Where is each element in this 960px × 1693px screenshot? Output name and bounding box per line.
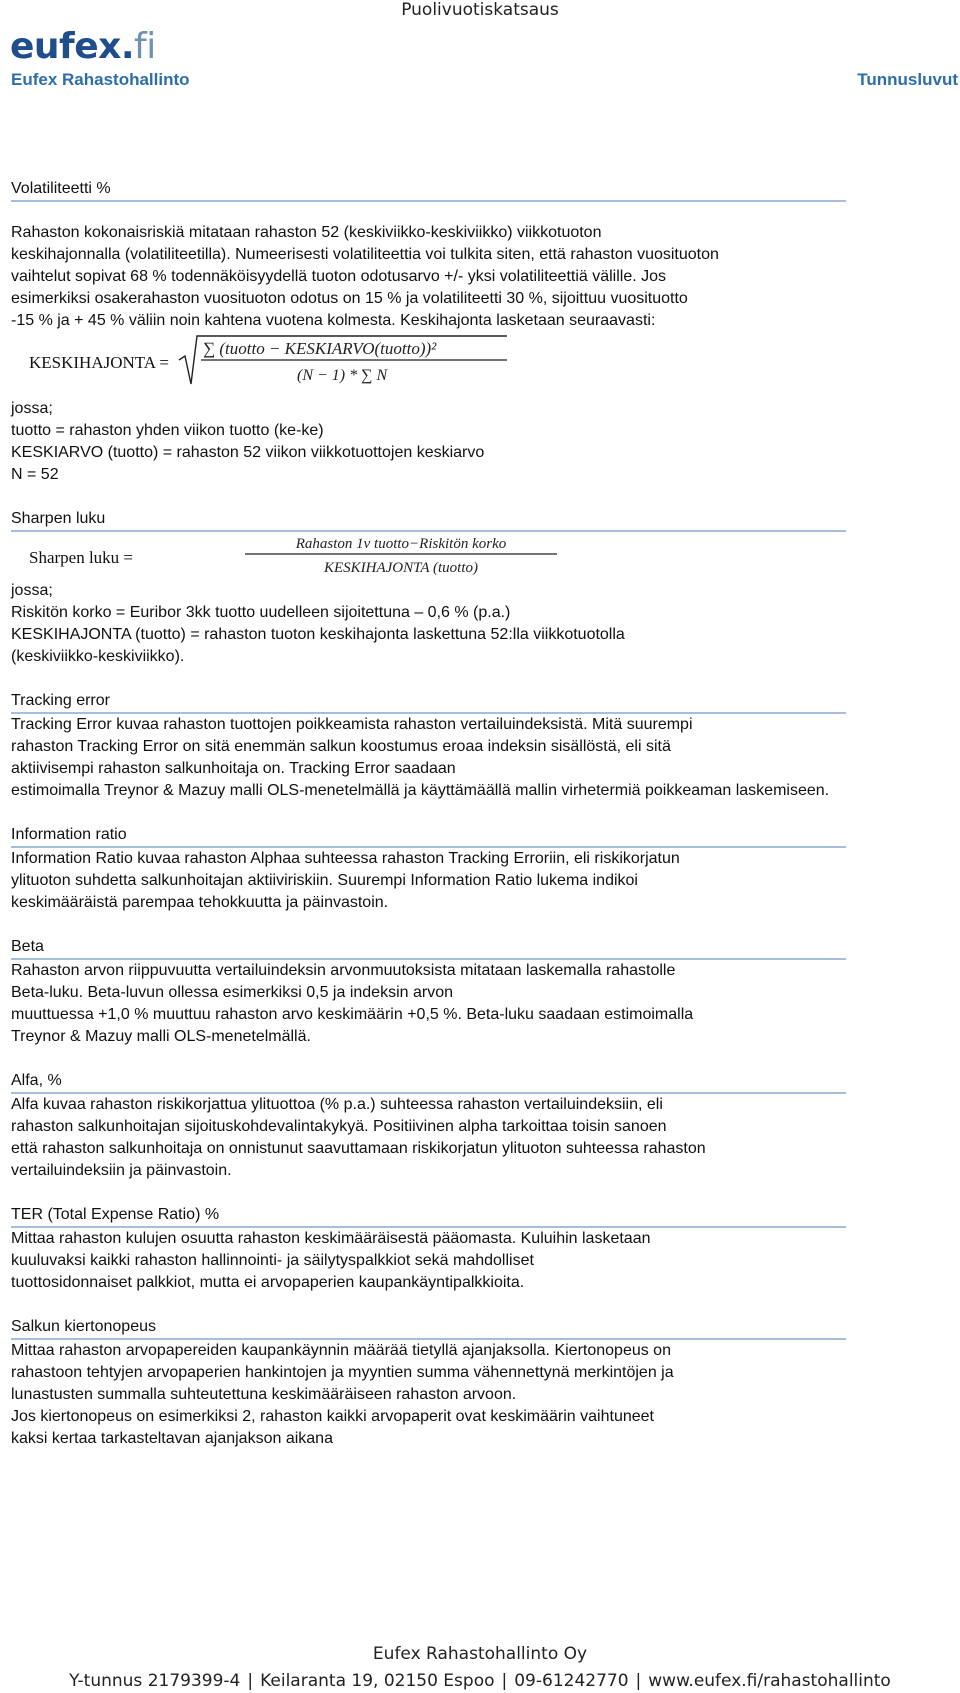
svg-text:(N − 1) * ∑ N: (N − 1) * ∑ N [297, 367, 388, 384]
paragraph-line: esimerkiksi osakerahaston vuosituoton odotus on 15 % ja volatiliteetti 30 %, sijoittuu vuosituotto [11, 290, 688, 307]
section-title-volatility: Volatiliteetti % [11, 178, 846, 202]
paragraph-line: kuuluvaksi kaikki rahaston hallinnointi- ja säilytyspalkkiot sekä mahdolliset [11, 1252, 534, 1269]
paragraph-line: Mittaa rahaston arvopapereiden kaupankäynnin määrää tietyllä ajanjaksolla. Kiertonopeus on [11, 1342, 671, 1359]
paragraph-line: Riskitön korko = Euribor 3kk tuotto uudelleen sijoitettuna – 0,6 % (p.a.) [11, 604, 511, 621]
paragraph-line: KESKIHAJONTA (tuotto) = rahaston tuoton keskihajonta laskettuna 52:lla viikkotuotolla [11, 626, 625, 643]
paragraph-line: aktiivisempi rahaston salkunhoitaja on. Tracking Error saadaan [11, 760, 456, 777]
footer-address: Keilaranta 19, 02150 Espoo [260, 1671, 495, 1691]
paragraph-line: (keskiviikko-keskiviikko). [11, 648, 185, 665]
footer-ytunnus: Y-tunnus 2179399-4 [69, 1671, 241, 1691]
std-deviation-formula [11, 332, 951, 398]
paragraph-line: Treynor & Mazuy malli OLS-menetelmällä. [11, 1028, 311, 1045]
section-title-ter: TER (Total Expense Ratio) % [11, 1204, 846, 1228]
definition-line: jossa; [11, 400, 53, 417]
definition-line: N = 52 [11, 466, 59, 483]
formula-label: Sharpen luku = [29, 548, 134, 567]
document-title: Puolivuotiskatsaus [401, 0, 559, 20]
svg-text:∑ (tuotto − KESKIARVO(tuotto)): ∑ (tuotto − KESKIARVO(tuotto))² [203, 339, 437, 358]
footer-website-link[interactable]: www.eufex.fi/rahastohallinto [648, 1671, 891, 1691]
footer-contact: Y-tunnus 2179399-4 | Keilaranta 19, 02150 Espoo | 09-61242770 | www.eufex.fi/rahastohallinto [69, 1671, 891, 1691]
paragraph-line: vertailuindeksiin ja päinvastoin. [11, 1162, 232, 1179]
paragraph-line: ylituoton suhdetta salkunhoitajan aktiiviriskiin. Suurempi Information Ratio lukema indikoi [11, 872, 638, 889]
paragraph-line: keskimääräistä parempaa tehokkuutta ja päinvastoin. [11, 894, 389, 911]
paragraph-line: keskihajonnalla (volatiliteetilla). Numeerisesti volatiliteettia voi tulkita siten, että rahaston vuosituoton [11, 246, 719, 263]
paragraph-line: Mittaa rahaston kulujen osuutta rahaston keskimääräisestä pääomasta. Kuluihin lasketaan [11, 1230, 651, 1247]
paragraph-line: Beta-luku. Beta-luvun ollessa esimerkiksi 0,5 ja indeksin arvon [11, 984, 453, 1001]
paragraph-line: muuttuessa +1,0 % muuttuu rahaston arvo keskimäärin +0,5 %. Beta-luku saadaan estimoimalla [11, 1006, 694, 1023]
paragraph-line: että rahaston salkunhoitaja on onnistunut saavuttamaan riskikorjatun ylituoton suhteessa rahaston [11, 1140, 706, 1157]
std-deviation-formula-image [177, 330, 517, 390]
paragraph-line: rahaston salkunhoitajan sijoituskohdevalintakykyä. Positiivinen alpha tarkoittaa toisin sanoen [11, 1118, 667, 1135]
footer-company: Eufex Rahastohallinto Oy [372, 1644, 588, 1664]
document-type: Tunnusluvut [857, 70, 958, 89]
sharpe-formula [11, 532, 951, 580]
paragraph-line: rahaston Tracking Error on sitä enemmän salkun koostumus eroaa indeksin sisällöstä, eli sitä [11, 738, 671, 755]
paragraph-line: Alfa kuvaa rahaston riskikorjattua ylituottoa (% p.a.) suhteessa rahaston vertailuindeksiin, eli [11, 1096, 663, 1113]
company-name: Eufex Rahastohallinto [11, 70, 190, 89]
section-title-beta: Beta [11, 936, 846, 960]
paragraph-line: rahastoon tehtyjen arvopaperien hankintojen ja myyntien summa vähennettynä merkintöjen ja [11, 1364, 674, 1381]
paragraph-line: Tracking Error kuvaa rahaston tuottojen poikkeamista rahaston vertailuindeksistä. Mitä suurempi [11, 716, 693, 733]
document-body [11, 178, 951, 1450]
eufex-logo: eufex.fi [10, 26, 156, 67]
paragraph-line: estimoimalla Treynor & Mazuy malli OLS-menetelmällä ja käyttämäällä mallin virhetermiä poikkeaman laskemiseen. [11, 782, 830, 799]
definition-line: KESKIARVO (tuotto) = rahaston 52 viikon viikkotuottojen keskiarvo [11, 444, 485, 461]
paragraph-line: Rahaston arvon riippuvuutta vertailuindeksin arvonmuutoksista mitataan laskemalla rahastolle [11, 962, 676, 979]
sharpe-formula-image [241, 528, 561, 578]
formula-numerator: Rahaston 1v tuotto−Riskitön korko [295, 536, 507, 552]
paragraph-line: kaksi kertaa tarkasteltavan ajanjakson aikana [11, 1430, 333, 1447]
formula-denominator: KESKIHAJONTA (tuotto) [323, 560, 479, 576]
definition-line: tuotto = rahaston yhden viikon tuotto (ke-ke) [11, 422, 324, 439]
paragraph-line: vaihtelut sopivat 68 % todennäköisyydellä tuoton odotusarvo +/- yksi volatiliteettiä välille. Jos [11, 268, 667, 285]
section-title-tracking-error: Tracking error [11, 690, 846, 714]
footer-phone: 09-61242770 [514, 1671, 629, 1691]
section-title-alfa: Alfa, % [11, 1070, 846, 1094]
section-title-turnover: Salkun kiertonopeus [11, 1316, 846, 1340]
paragraph-line: lunastusten summalla suhteutettuna keskimääräiseen rahaston arvoon. [11, 1386, 517, 1403]
paragraph-line: Rahaston kokonaisriskiä mitataan rahaston 52 (keskiviikko-keskiviikko) viikkotuoton [11, 224, 602, 241]
paragraph-line: Jos kiertonopeus on esimerkiksi 2, rahaston kaikki arvopaperit ovat keskimäärin vaihtuneet [11, 1408, 654, 1425]
paragraph-line: tuottosidonnaiset palkkiot, mutta ei arvopaperien kaupankäyntipalkkioita. [11, 1274, 525, 1291]
paragraph-line: jossa; [11, 582, 53, 599]
section-title-sharpe: Sharpen luku [11, 508, 846, 532]
paragraph-line: Information Ratio kuvaa rahaston Alphaa suhteessa rahaston Tracking Erroriin, eli riskikorjatun [11, 850, 680, 867]
formula-label: KESKIHAJONTA = [29, 353, 169, 372]
section-title-information-ratio: Information ratio [11, 824, 846, 848]
paragraph-line: -15 % ja + 45 % väliin noin kahtena vuotena kolmesta. Keskihajonta lasketaan seuraavasti: [11, 312, 656, 329]
